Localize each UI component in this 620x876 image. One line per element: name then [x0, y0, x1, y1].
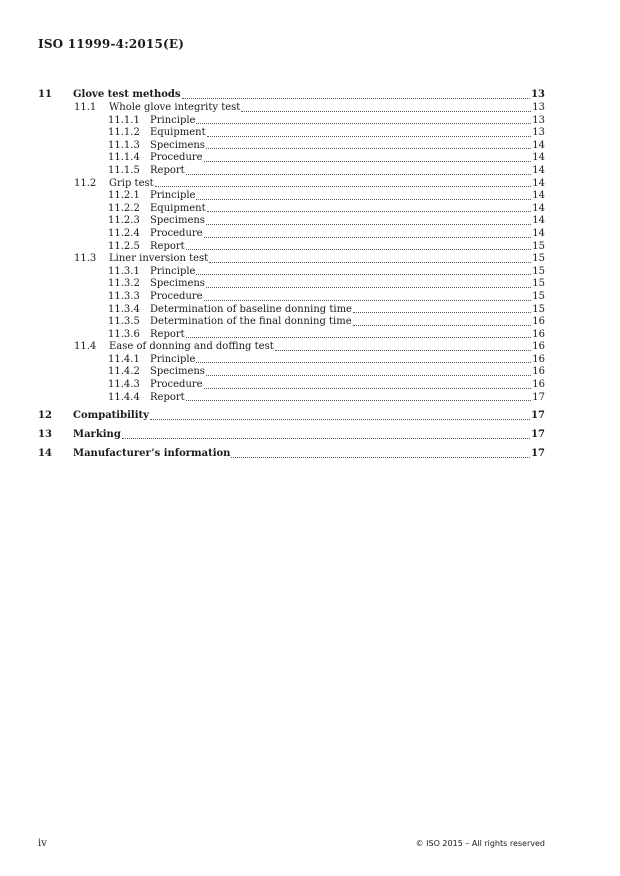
toc-entry[interactable] [38, 341, 545, 354]
toc-entry[interactable] [38, 427, 545, 442]
toc-dot-leader [206, 148, 531, 149]
toc-dot-leader [204, 161, 532, 162]
toc-entry-page: 15 [532, 240, 545, 252]
toc-dot-leader [275, 350, 532, 351]
toc-entry-title: Procedure [150, 152, 203, 164]
toc-entry-page: 13 [532, 114, 545, 126]
toc-dot-leader [353, 312, 531, 313]
toc-entry-page: 14 [532, 164, 545, 176]
toc-dot-leader [204, 388, 532, 389]
toc-entry-title: Report [150, 391, 185, 403]
toc-dot-leader [186, 337, 532, 338]
toc-entry-number: 13 [38, 429, 52, 441]
toc-dot-leader [182, 98, 531, 99]
toc-dot-leader [186, 400, 532, 401]
toc-entry-title: Report [150, 164, 185, 176]
toc-entry-page: 15 [532, 303, 545, 315]
toc-entry[interactable] [38, 354, 545, 367]
toc-dot-leader [155, 186, 532, 187]
toc-entry-page: 14 [532, 139, 545, 151]
toc-entry-title: Report [150, 240, 185, 252]
toc-entry-page: 14 [532, 177, 545, 189]
toc-entry-page: 16 [532, 366, 545, 378]
toc-entry-page: 16 [532, 353, 545, 365]
toc-entry-page: 16 [532, 379, 545, 391]
toc-entry-page: 16 [532, 316, 545, 328]
toc-entry-page: 14 [532, 152, 545, 164]
toc-entry-title: Principle [150, 114, 196, 126]
toc-entry[interactable] [38, 304, 545, 317]
toc-entry-number: 11.2.4 [108, 227, 140, 239]
toc-dot-leader [206, 224, 531, 225]
toc-entry[interactable] [38, 152, 545, 165]
toc-entry-title: Principle [150, 190, 196, 202]
toc-dot-leader [231, 457, 530, 458]
toc-dot-leader [186, 249, 532, 250]
toc-entry-title: Equipment [150, 202, 206, 214]
toc-entry-number: 11.1.1 [108, 114, 140, 126]
toc-entry[interactable] [38, 316, 545, 329]
toc-dot-leader [196, 362, 531, 363]
toc-entry-title: Report [150, 328, 185, 340]
toc-entry-page: 13 [532, 102, 545, 113]
toc-dot-leader [206, 375, 531, 376]
toc-dot-leader [207, 136, 532, 137]
toc-entry-number: 11 [38, 89, 52, 100]
toc-entry[interactable] [38, 329, 545, 342]
toc-dot-leader [206, 287, 531, 288]
toc-entry-title: Whole glove integrity test [109, 102, 241, 113]
toc-entry-number: 11.2.2 [108, 202, 140, 214]
toc-entry-number: 11.4.2 [108, 366, 140, 378]
toc-entry-title: Determination of the final donning time [150, 316, 352, 328]
toc-entry[interactable] [38, 215, 545, 228]
toc-entry-page: 15 [532, 265, 545, 277]
toc-dot-leader [186, 174, 532, 175]
toc-entry-number: 12 [38, 410, 52, 422]
toc-entry-number: 11.3.6 [108, 328, 140, 340]
toc-entry-number: 11.3.2 [108, 278, 140, 290]
toc-entry-number: 11.1.3 [108, 139, 140, 151]
toc-entry-title: Compatibility [73, 410, 149, 422]
page-number: iv [38, 838, 47, 849]
toc-entry[interactable] [38, 203, 545, 216]
toc-entry-number: 11.4.3 [108, 379, 140, 391]
toc-entry-number: 11.3.5 [108, 316, 140, 328]
toc-entry[interactable] [38, 408, 545, 423]
toc-entry[interactable] [38, 127, 545, 140]
toc-entry-number: 11.4.4 [108, 391, 140, 403]
toc-dot-leader [209, 262, 531, 263]
toc-entry-page: 15 [532, 290, 545, 302]
toc-entry-title: Glove test methods [73, 89, 181, 100]
toc-entry-number: 11.1 [74, 102, 97, 113]
toc-entry-page: 14 [532, 202, 545, 214]
toc-entry-title: Liner inversion test [109, 253, 209, 265]
toc-entry[interactable] [38, 241, 545, 254]
toc-entry[interactable] [38, 165, 545, 178]
toc-entry-title: Ease of donning and doffing test [109, 341, 274, 353]
toc-dot-leader [353, 325, 532, 326]
toc-entry-page: 16 [532, 341, 545, 353]
toc-entry[interactable] [38, 278, 545, 291]
toc-entry-title: Grip test [109, 177, 154, 189]
toc-entry-title: Principle [150, 353, 196, 365]
toc-entry-number: 11.1.5 [108, 164, 140, 176]
toc-entry-number: 11.2.3 [108, 215, 140, 227]
toc-entry-title: Specimens [150, 215, 205, 227]
toc-entry[interactable] [38, 366, 545, 379]
toc-entry-title: Procedure [150, 379, 203, 391]
toc-entry-number: 11.3.4 [108, 303, 140, 315]
toc-entry-number: 14 [38, 448, 52, 460]
toc-entry[interactable] [38, 102, 545, 115]
toc-entry-title: Marking [73, 429, 121, 441]
toc-entry-title: Procedure [150, 290, 203, 302]
document-id-header: ISO 11999-4:2015(E) [38, 37, 185, 51]
toc-entry-number: 11.3.3 [108, 290, 140, 302]
toc-dot-leader [122, 438, 530, 439]
toc-entry[interactable] [38, 228, 545, 241]
toc-entry[interactable] [38, 392, 545, 405]
toc-entry[interactable] [38, 253, 545, 266]
copyright-notice: © ISO 2015 – All rights reserved [415, 839, 545, 848]
toc-dot-leader [196, 123, 531, 124]
toc-entry-title: Specimens [150, 278, 205, 290]
toc-entry-page: 17 [531, 429, 545, 441]
toc-entry-title: Equipment [150, 127, 206, 139]
toc-entry-page: 14 [532, 190, 545, 202]
toc-entry-title: Principle [150, 265, 196, 277]
table-of-contents [38, 87, 545, 461]
toc-dot-leader [150, 419, 530, 420]
toc-entry-page: 14 [532, 215, 545, 227]
toc-entry[interactable] [38, 190, 545, 203]
toc-entry-title: Specimens [150, 139, 205, 151]
toc-entry[interactable] [38, 266, 545, 279]
toc-entry-number: 11.1.2 [108, 127, 140, 139]
toc-entry-number: 11.2.1 [108, 190, 140, 202]
toc-entry-page: 17 [532, 391, 545, 403]
toc-dot-leader [207, 211, 532, 212]
toc-dot-leader [196, 199, 531, 200]
toc-entry-title: Manufacturer’s information [73, 448, 231, 460]
toc-entry[interactable] [38, 178, 545, 191]
toc-entry[interactable] [38, 115, 545, 128]
toc-dot-leader [204, 237, 532, 238]
toc-entry-number: 11.4 [74, 341, 97, 353]
toc-entry-number: 11.3 [74, 253, 97, 265]
toc-entry-page: 13 [531, 89, 545, 100]
toc-entry-number: 11.3.1 [108, 265, 140, 277]
toc-entry[interactable] [38, 140, 545, 153]
toc-entry[interactable] [38, 87, 545, 102]
toc-entry-title: Procedure [150, 227, 203, 239]
toc-entry-number: 11.2 [74, 177, 97, 189]
toc-entry-title: Specimens [150, 366, 205, 378]
toc-entry-page: 15 [532, 253, 545, 265]
toc-entry[interactable] [38, 291, 545, 304]
toc-entry-title: Determination of baseline donning time [150, 303, 352, 315]
toc-entry-number: 11.4.1 [108, 353, 140, 365]
toc-dot-leader [204, 300, 532, 301]
toc-entry-number: 11.2.5 [108, 240, 140, 252]
toc-entry-page: 15 [532, 278, 545, 290]
toc-dot-leader [241, 111, 531, 112]
toc-entry-number: 11.1.4 [108, 152, 140, 164]
toc-dot-leader [196, 274, 531, 275]
toc-entry-page: 17 [531, 448, 545, 460]
toc-entry[interactable] [38, 446, 545, 461]
toc-entry-page: 13 [532, 127, 545, 139]
toc-entry-page: 14 [532, 227, 545, 239]
toc-entry-page: 17 [531, 410, 545, 422]
toc-entry-page: 16 [532, 328, 545, 340]
toc-entry[interactable] [38, 379, 545, 392]
